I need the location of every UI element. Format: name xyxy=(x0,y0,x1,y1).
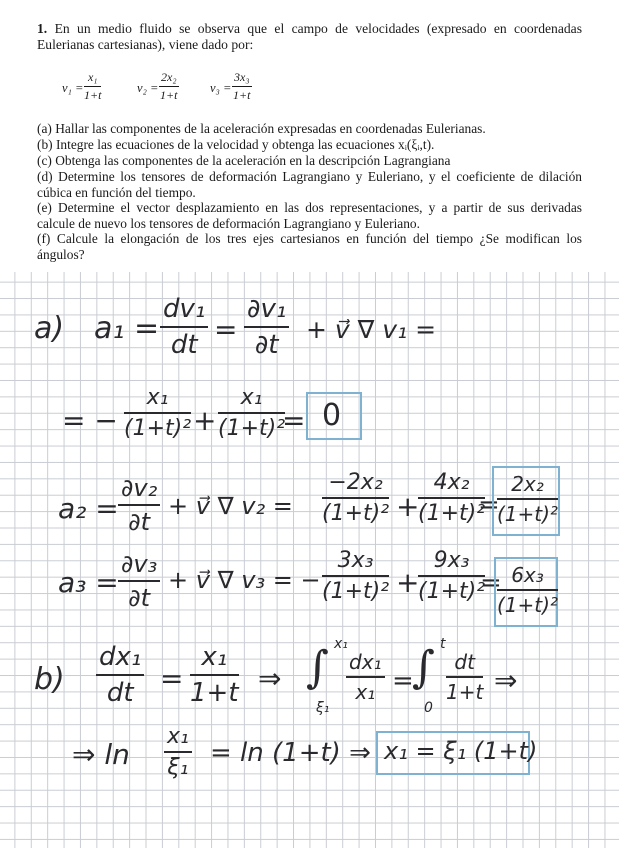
a3-fraction-pos xyxy=(418,548,485,604)
a2-f2-num: −2x₂ xyxy=(322,470,389,499)
part-b-label: b) xyxy=(34,662,65,697)
v1-label: v₁ = xyxy=(62,81,84,95)
r2-plus: + xyxy=(193,404,217,437)
a2-partial xyxy=(118,474,160,536)
b-implies-2: ⇒ xyxy=(494,664,518,697)
a2-pv2: ∂v₂ xyxy=(118,474,160,506)
a3-res-num: 6x₃ xyxy=(497,563,558,591)
a1-convective: + v⃗ ∇ v₁ = xyxy=(306,315,437,344)
b-integrand-1 xyxy=(346,650,385,704)
a1-dt: dt xyxy=(170,330,198,360)
a2-pt: ∂t xyxy=(128,508,151,536)
a3-plus: + xyxy=(396,566,420,599)
b-int-1pt: 1+t xyxy=(446,680,484,704)
part-a-label: a) xyxy=(34,311,65,346)
a3-pv3: ∂v₃ xyxy=(118,550,160,582)
v1-fraction xyxy=(84,70,101,103)
item-f: (f) Calcule la elongación de los tres ejes cartesianos en función del tiempo ¿Se modifican los ángulos? xyxy=(37,231,582,262)
v3-fraction xyxy=(232,70,252,103)
a3-lhs: a₃ = xyxy=(58,566,119,599)
a2-f3-num: 4x₂ xyxy=(418,470,485,499)
r2-f2-den: (1+t)² xyxy=(218,416,286,441)
v2-denominator: 1+t xyxy=(160,88,178,102)
a3-f3-den: (1+t)² xyxy=(418,579,486,604)
b-int-dx1: dx₁ xyxy=(346,650,385,678)
problem-statement xyxy=(0,0,619,272)
a3-f2-den: (1+t)² xyxy=(322,579,390,604)
v2-fraction xyxy=(159,70,179,103)
v2-numerator: 2x₂ xyxy=(159,70,179,87)
a3-pt: ∂t xyxy=(128,584,151,612)
item-b: (b) Integre las ecuaciones de la velocidad y obtenga las ecuaciones xᵢ(ξᵢ,t). xyxy=(37,137,435,152)
b-int-x1: x₁ xyxy=(355,680,376,704)
a3-partial xyxy=(118,550,160,612)
int2-lower: 0 xyxy=(424,700,433,716)
r2-fraction-2 xyxy=(218,385,285,441)
item-e: (e) Determine el vector desplazamiento en las dos representaciones, y a partir de sus derivadas calcule de nuevo los tensores de deformación Lagrangiano y Euleriano. xyxy=(37,200,582,231)
b-integrand-2 xyxy=(446,650,483,704)
v2-label: v₂ = xyxy=(137,81,159,95)
b-eq-2: = xyxy=(392,666,414,696)
a2-fraction-pos xyxy=(418,470,485,526)
a1-eq: = xyxy=(214,313,238,346)
int1-upper: x₁ xyxy=(334,636,348,652)
last-mid: = ln (1+t) ⇒ xyxy=(210,738,371,768)
b-dx1: dx₁ xyxy=(96,642,144,676)
v3-numerator: 3x₃ xyxy=(232,70,252,87)
b-x1: x₁ xyxy=(190,642,239,676)
b-dt: dt xyxy=(106,678,134,708)
a1-result: 0 xyxy=(322,398,342,433)
a2-convective: + v⃗ ∇ v₂ = xyxy=(168,492,293,520)
a3-f3-num: 9x₃ xyxy=(418,548,485,577)
r2-f1-num: x₁ xyxy=(124,385,191,414)
b-rhs-fraction xyxy=(190,642,239,708)
r2-f2-num: x₁ xyxy=(218,385,285,414)
problem-number: 1. xyxy=(37,21,48,36)
a3-f2-num: 3x₃ xyxy=(322,548,389,577)
a3-convective: + v⃗ ∇ v₃ = − xyxy=(168,566,321,594)
problem-intro xyxy=(37,21,582,53)
b-result: x₁ = ξ₁ (1+t) xyxy=(384,737,538,765)
r2-fraction-1 xyxy=(124,385,191,441)
b-lhs-derivative xyxy=(96,642,144,708)
a2-lhs: a₂ = xyxy=(58,492,119,525)
last-fraction xyxy=(164,724,192,780)
a3-fraction-neg xyxy=(322,548,389,604)
a3-result xyxy=(497,563,558,617)
a1-total-derivative xyxy=(160,294,208,360)
a1-dv1: dv₁ xyxy=(160,294,208,328)
v1-numerator: x₁ xyxy=(84,70,101,87)
last-x1: x₁ xyxy=(164,724,192,753)
r2-f1-den: (1+t)² xyxy=(124,416,192,441)
a1-pt: ∂t xyxy=(254,330,279,360)
a2-res-den: (1+t)² xyxy=(497,502,558,526)
item-c: (c) Obtenga las componentes de la aceleración en la descripción Lagrangiana xyxy=(37,153,451,168)
b-eq-1: = xyxy=(160,662,184,695)
int2-upper: t xyxy=(440,636,446,652)
a1-lhs: a₁ = xyxy=(94,311,160,346)
a2-eq: = xyxy=(478,490,500,520)
r2-start: = − xyxy=(62,404,118,437)
int1-lower: ξ₁ xyxy=(316,700,330,716)
last-start: ⇒ ln xyxy=(72,738,130,771)
b-1pt: 1+t xyxy=(190,678,239,708)
last-xi1: ξ₁ xyxy=(167,755,189,780)
a2-f2-den: (1+t)² xyxy=(322,501,390,526)
v1-denominator: 1+t xyxy=(84,88,102,102)
v3-denominator: 1+t xyxy=(233,88,251,102)
a2-fraction-neg xyxy=(322,470,389,526)
a3-res-den: (1+t)² xyxy=(497,593,558,617)
a2-f3-den: (1+t)² xyxy=(418,501,486,526)
item-d: (d) Determine los tensores de deformación Lagrangiano y Euleriano, y el coeficiente de dilación cúbica en función del tiempo. xyxy=(37,169,582,200)
problem-intro-text: En un medio fluido se observa que el campo de velocidades (expresado en coordenadas Eulerianas cartesianas), viene dado por: xyxy=(37,21,582,52)
b-implies-1: ⇒ xyxy=(258,662,282,695)
a2-res-num: 2x₂ xyxy=(497,472,558,500)
a1-pv1: ∂v₁ xyxy=(244,294,289,328)
item-a: (a) Hallar las componentes de la aceleración expresadas en coordenadas Eulerianas. xyxy=(37,121,486,136)
integral-1: ∫ xyxy=(306,642,329,693)
integral-2: ∫ xyxy=(412,642,435,693)
b-int-dt: dt xyxy=(446,650,483,678)
v3-label: v₃ = xyxy=(210,81,232,95)
a1-partial-derivative xyxy=(244,294,289,360)
r2-eq: = xyxy=(282,404,306,437)
a3-eq: = xyxy=(480,568,502,598)
a2-plus: + xyxy=(396,490,420,523)
a2-result xyxy=(497,472,558,526)
